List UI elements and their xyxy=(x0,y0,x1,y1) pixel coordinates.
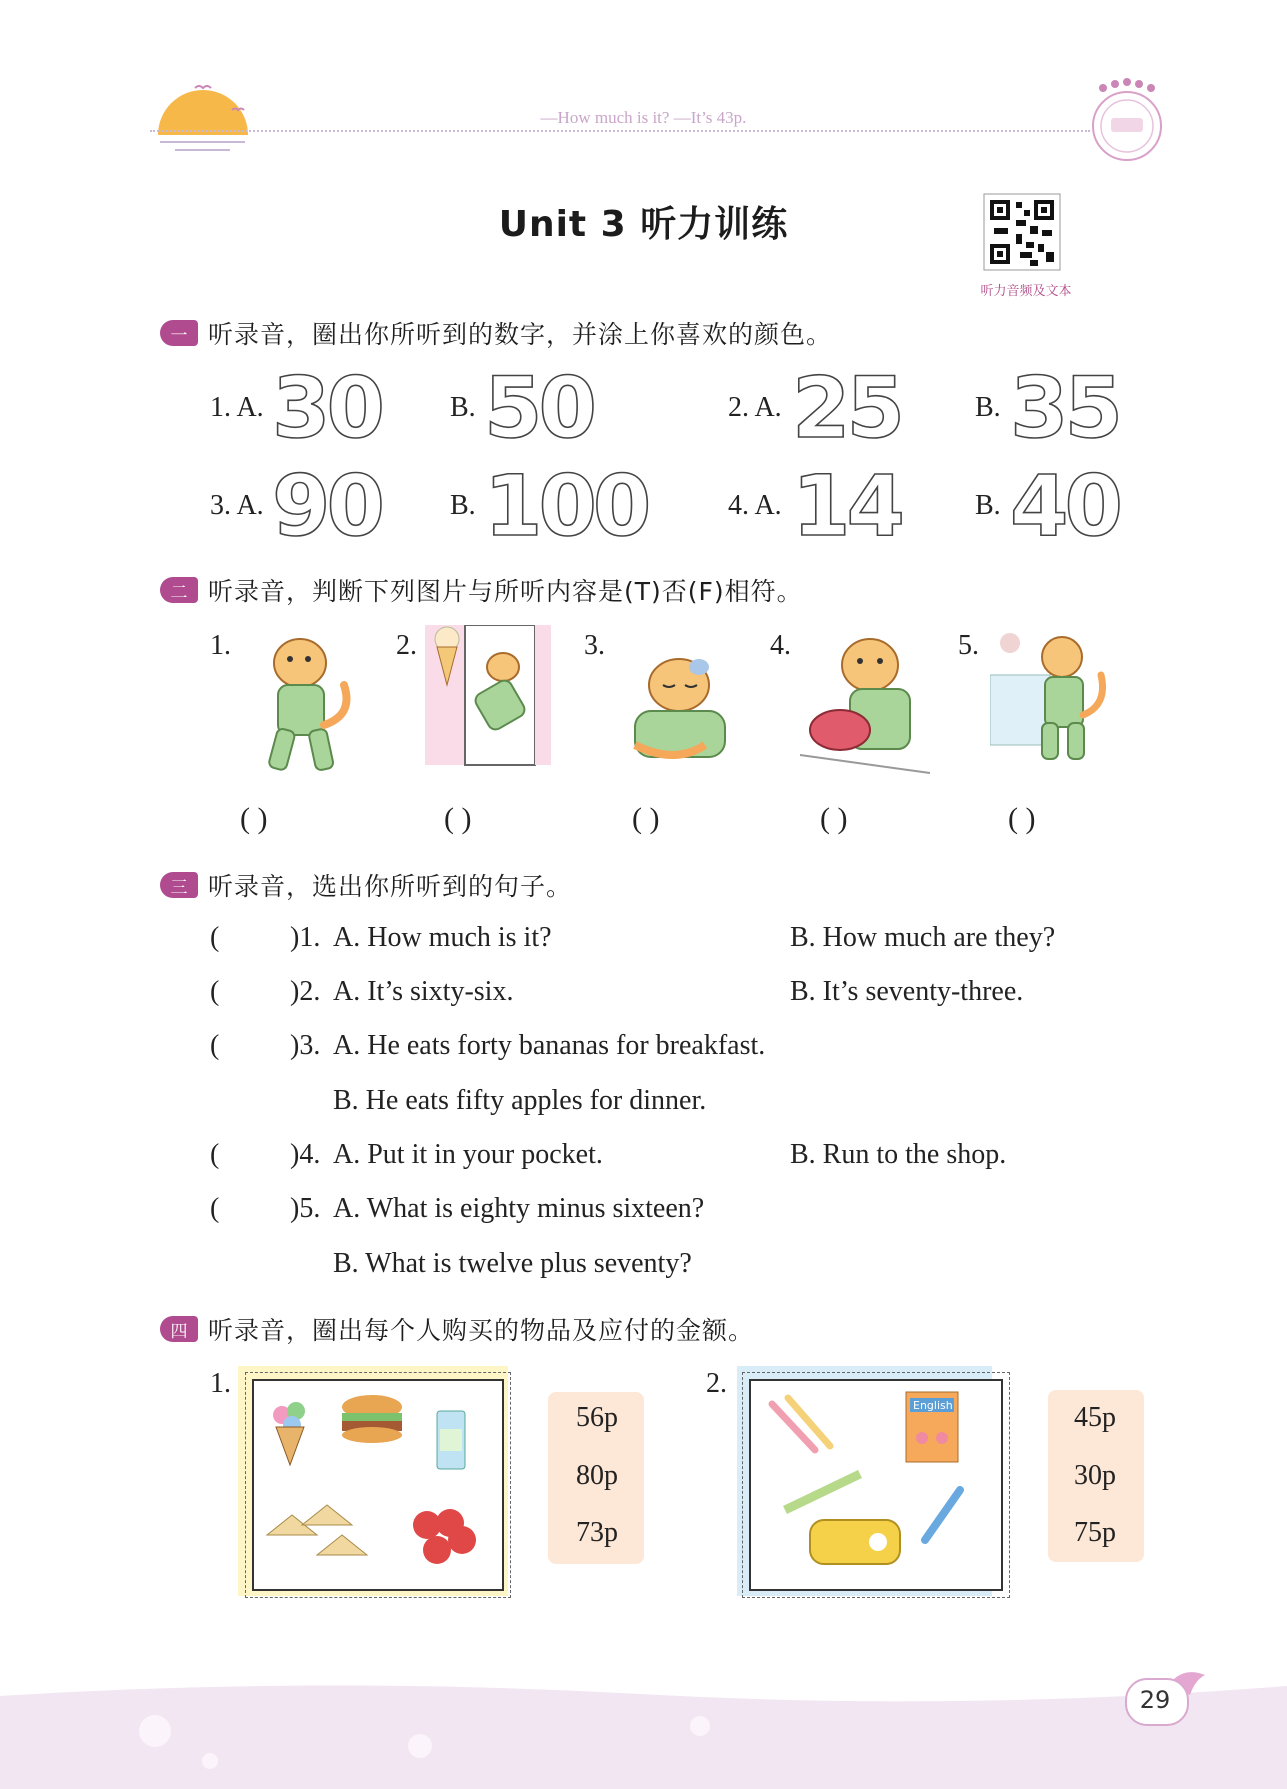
price-option[interactable]: 73p xyxy=(576,1517,618,1548)
outline-number[interactable]: 50 xyxy=(484,359,593,457)
section2-header xyxy=(160,573,803,607)
tiger-sleepy-illustration xyxy=(615,645,735,775)
section-badge: 二 xyxy=(160,577,198,603)
qr-caption: 听力音频及文本 xyxy=(980,284,1072,299)
brand-seal-icon xyxy=(1085,78,1170,168)
option-b: B. It’s seventy-three. xyxy=(790,976,1024,1007)
item-label: B. xyxy=(450,392,476,423)
book-title-label: English xyxy=(913,1399,953,1412)
item-label: 3. A. xyxy=(210,490,264,521)
option-b: B. He eats fifty apples for dinner. xyxy=(333,1085,707,1116)
section3-header xyxy=(160,868,572,902)
tiger-door-icecream-illustration xyxy=(425,625,555,785)
outline-number[interactable]: 35 xyxy=(1010,359,1119,457)
header-divider xyxy=(150,130,1090,132)
item-label: 4. A. xyxy=(728,490,782,521)
picture-number: 5. xyxy=(958,630,979,661)
answer-bracket[interactable]: ( xyxy=(210,1193,220,1224)
item-label: B. xyxy=(975,490,1001,521)
item-label: 1. xyxy=(210,1368,231,1399)
section-instruction: 听录音，判断下列图片与所听内容是(T)否(F)相符。 xyxy=(208,577,803,606)
section4-header xyxy=(160,1312,754,1346)
food-items-illustration[interactable] xyxy=(262,1395,492,1580)
item-label: B. xyxy=(975,392,1001,423)
price-option[interactable]: 80p xyxy=(576,1460,618,1491)
picture-number: 4. xyxy=(770,630,791,661)
answer-blank[interactable]: ( ) xyxy=(240,802,268,835)
section-instruction: 听录音，圈出你所听到的数字，并涂上你喜欢的颜色。 xyxy=(208,320,833,349)
price-option[interactable]: 75p xyxy=(1074,1517,1116,1548)
footer-bubbles-decoration xyxy=(0,1676,1287,1789)
option-a: A. How much is it? xyxy=(333,922,552,953)
section1-header xyxy=(160,316,832,350)
option-b: B. Run to the shop. xyxy=(790,1139,1007,1170)
question-number: )5. xyxy=(290,1193,321,1224)
option-a: A. Put it in your pocket. xyxy=(333,1139,603,1170)
tiger-walking-illustration xyxy=(240,625,370,785)
running-title: —How much is it? —It’s 43p. xyxy=(540,108,747,127)
option-a: A. He eats forty bananas for breakfast. xyxy=(333,1030,766,1061)
answer-bracket[interactable]: ( xyxy=(210,1139,220,1170)
outline-number[interactable]: 40 xyxy=(1010,457,1119,555)
outline-number[interactable]: 30 xyxy=(272,359,381,457)
price-option[interactable]: 56p xyxy=(576,1402,618,1433)
tiger-shop-window-illustration xyxy=(990,625,1115,775)
option-a: A. It’s sixty-six. xyxy=(333,976,514,1007)
outline-number[interactable]: 25 xyxy=(792,359,901,457)
item-label: 2. A. xyxy=(728,392,782,423)
item-label: 1. A. xyxy=(210,392,264,423)
question-number: )3. xyxy=(290,1030,321,1061)
picture-number: 3. xyxy=(584,630,605,661)
section-instruction: 听录音，选出你所听到的句子。 xyxy=(208,872,573,901)
option-b: B. How much are they? xyxy=(790,922,1056,953)
question-number: )1. xyxy=(290,922,321,953)
question-number: )2. xyxy=(290,976,321,1007)
item-label: B. xyxy=(450,490,476,521)
picture-number: 2. xyxy=(396,630,417,661)
outline-number[interactable]: 90 xyxy=(272,457,381,555)
item-label: 2. xyxy=(706,1368,727,1399)
section-instruction: 听录音，圈出每个人购买的物品及应付的金额。 xyxy=(208,1316,755,1345)
section-badge: 三 xyxy=(160,872,198,898)
answer-blank[interactable]: ( ) xyxy=(820,802,848,835)
option-a: A. What is eighty minus sixteen? xyxy=(333,1193,705,1224)
section-badge: 四 xyxy=(160,1316,198,1342)
question-number: )4. xyxy=(290,1139,321,1170)
answer-blank[interactable]: ( ) xyxy=(1008,802,1036,835)
answer-bracket[interactable]: ( xyxy=(210,922,220,953)
answer-bracket[interactable]: ( xyxy=(210,1030,220,1061)
price-option[interactable]: 45p xyxy=(1074,1402,1116,1433)
qr-code-icon[interactable] xyxy=(980,190,1064,274)
answer-bracket[interactable]: ( xyxy=(210,976,220,1007)
section-badge: 一 xyxy=(160,320,198,346)
page-number: 29 xyxy=(1139,1686,1171,1714)
price-option[interactable]: 30p xyxy=(1074,1460,1116,1491)
outline-number[interactable]: 100 xyxy=(484,457,648,555)
outline-number[interactable]: 14 xyxy=(792,457,901,555)
tiger-cooking-illustration xyxy=(800,625,935,775)
answer-blank[interactable]: ( ) xyxy=(632,802,660,835)
school-items-illustration[interactable] xyxy=(760,1390,990,1580)
page-title: Unit 3 听力训练 xyxy=(498,204,789,245)
picture-number: 1. xyxy=(210,630,231,661)
answer-blank[interactable]: ( ) xyxy=(444,802,472,835)
option-b: B. What is twelve plus seventy? xyxy=(333,1248,692,1279)
